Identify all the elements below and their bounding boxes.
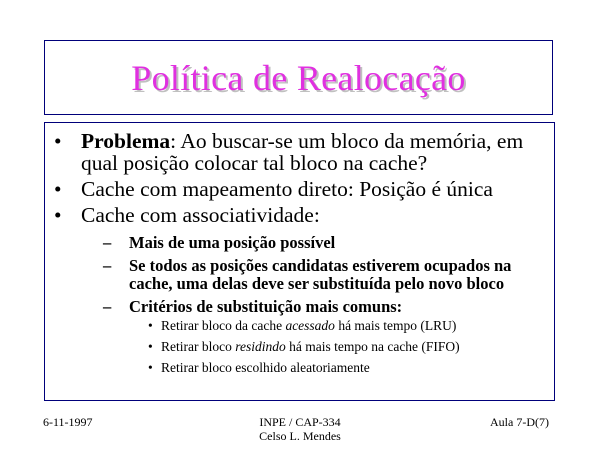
sub-bullet-text: Mais de uma posição possível	[129, 233, 336, 252]
bullet-list	[51, 130, 547, 381]
criteria-text-em: acessado	[285, 318, 335, 333]
criteria-text-post: há mais tempo (LRU)	[334, 318, 457, 333]
criteria-text-pre: Retirar bloco	[161, 339, 236, 354]
criteria-marker: •	[148, 318, 153, 333]
footer-course: INPE / CAP-334	[259, 415, 341, 429]
title-box	[44, 40, 553, 115]
criteria-text-pre: Retirar bloco da cache	[161, 318, 286, 333]
bullet-problem-bold: Problema	[81, 129, 171, 153]
bullet-problem	[51, 130, 547, 174]
bullet-direct-mapped-text: Cache com mapeamento direto: Posição é única	[81, 177, 493, 201]
criteria-item-random	[81, 360, 547, 375]
bullet-direct-mapped	[51, 178, 547, 200]
sub-bullet-marker: –	[103, 256, 112, 275]
sub-bullet-text: Se todos as posições candidatas estiverem ocupados na cache, uma delas deve ser substituída pelo novo bloco	[129, 256, 512, 293]
criteria-text-post: há mais tempo na cache (FIFO)	[285, 339, 460, 354]
criteria-text-pre: Retirar bloco escolhido aleatoriamente	[161, 360, 370, 375]
sub-bullet-multiple-positions	[81, 234, 547, 252]
bullet-associative-text: Cache com associatividade:	[81, 203, 320, 227]
footer-center	[200, 415, 400, 443]
slide-title: Política de Realocação	[131, 57, 466, 98]
bullet-associative	[51, 204, 547, 375]
criteria-list	[129, 318, 547, 375]
criteria-marker: •	[148, 339, 153, 354]
sub-bullet-text: Critérios de substituição mais comuns:	[129, 297, 403, 316]
sub-bullet-criteria	[81, 298, 547, 375]
footer-author: Celso L. Mendes	[259, 429, 341, 443]
sub-bullet-replacement-needed	[81, 257, 547, 293]
criteria-item-fifo	[81, 339, 547, 354]
content-box	[44, 122, 555, 401]
bullet-marker: •	[54, 177, 62, 201]
footer-date: 6-11-1997	[43, 415, 93, 429]
sub-bullet-list	[81, 234, 547, 375]
sub-bullet-marker: –	[103, 297, 112, 316]
criteria-marker: •	[148, 360, 153, 375]
criteria-item-lru	[81, 318, 547, 333]
bullet-marker: •	[54, 129, 62, 153]
bullet-marker: •	[54, 203, 62, 227]
footer-lecture: Aula 7-D(7)	[490, 415, 549, 429]
sub-bullet-marker: –	[103, 233, 112, 252]
criteria-text-em: residindo	[235, 339, 286, 354]
bullet-problem-text: : Ao buscar-se um bloco da memória, em qual posição colocar tal bloco na cache?	[81, 129, 524, 175]
